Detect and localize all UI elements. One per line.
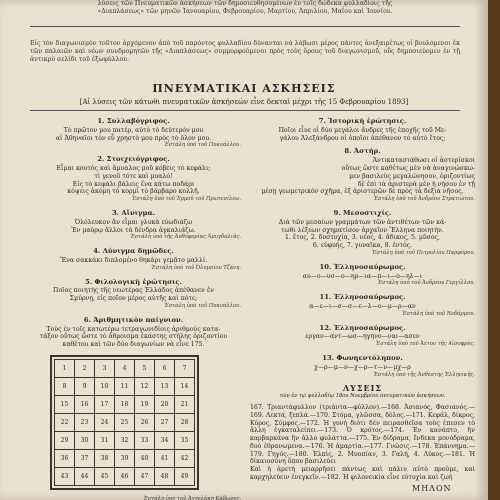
exercise-line: δὲ ἐπὶ τὰ ἀριστερὰ μὲν ἡ νήσου ἐν τῇ xyxy=(357,180,475,188)
solutions-subtitle: τῶν ἐν τῷ φυλλαδίῳ 18ου Νοεμβρίου πνευματικῶν ἀσκήσεων. xyxy=(279,393,446,400)
exercise-sender: Ἐστάλη ὑπὸ τοῦ Πυκνάλλου. xyxy=(164,302,241,309)
grid-cell: 12 xyxy=(135,377,155,395)
solutions-text: Καὶ ἡ ἀρετὴ μειαρρῆσει πάντως καὶ πάλιν αὐτὸ προύμε, καὶ καρχηλεύειν ἐνεγκεῖν.—182. Ἡ φιλονεικία εἶνε εὐτυχία καὶ ζωή xyxy=(250,466,475,482)
grid-cell: 30 xyxy=(75,431,95,449)
exercise-title: 9. Μεσοστιχίς. xyxy=(333,208,392,217)
grid-cell: 37 xyxy=(75,449,95,467)
exercise-sender: Ἐστάλη ὑπὸ τοῦ Ἐρμοῦ τοῦ Πρωτεσίλεω. xyxy=(131,196,241,203)
grid-cell: 42 xyxy=(175,449,195,467)
exercise-line: Ἀντικαταστάθωσι οἱ ἀστερίσκοι xyxy=(372,157,475,165)
exercise-line: Εἰς τὸ κεφάλι βάλεις ἕνα κάτω ποδάρι xyxy=(72,180,195,188)
grid-cell: 19 xyxy=(135,395,155,413)
exercise-6 xyxy=(26,317,241,349)
exercise-sender: Ἐστάλη ὑπὸ τοῦ Ἀγγελάκη Κάβωνος. xyxy=(143,495,241,500)
exercise-line: Τὸ πρῶτον μου πατέρ, αὐτὸ τὸ δεύτερόν μου xyxy=(63,126,204,134)
grid-cell: 38 xyxy=(95,449,115,467)
grid-cell: 11 xyxy=(115,377,135,395)
exercise-title: 6. Ἀριθμητικὸν παίγνιον. xyxy=(83,315,184,324)
exercise-title: 4. Λύνιγμα δημῶδες. xyxy=(93,247,174,256)
grid-cell: 24 xyxy=(95,413,115,431)
grid-row xyxy=(55,467,195,485)
exercise-3 xyxy=(26,210,241,242)
exercise-line: Ποῖος ποιητὴς τῆς νεωτέρας Ἑλλάδος ἀπέθανεν ἐν xyxy=(53,287,214,295)
grid-cell: 44 xyxy=(75,467,95,485)
exercise-line: αἱ Ἀθηναῖοι τὸν εὖ χρηστὸ μου πρὸς τὸ ὄλον μου. xyxy=(55,134,212,142)
grid-cell: 14 xyxy=(175,377,195,395)
exercise-sender: Ἐστάλη ὑπὸ τοῦ Ὀλυμπίου Τζάνη. xyxy=(151,264,241,271)
grid-cell: 43 xyxy=(55,467,75,485)
divider xyxy=(30,26,460,27)
exercise-line: γάλου Ἀλεξάνδρου οἱ ὁποῖοι ἀπέθανον τὸ αὐτὸ ἔτος; xyxy=(279,134,446,142)
grid-cell: 4 xyxy=(115,359,135,377)
exercise-title: 10. Ἑλληνοσαύρωμος. xyxy=(319,262,406,271)
exercise-line: μεν βασιλεὺς μεγαλώνησον, ὁριζοντίως xyxy=(349,172,475,180)
exercise-title: 3. Αἴνιγμα. xyxy=(111,208,156,217)
grid-cell: 8 xyxy=(55,377,75,395)
exercise-line: τωθι λέξεων σχηματίσον ἀρχαῖον Ἕλληνα ποιητήν. xyxy=(281,226,444,234)
right-column xyxy=(250,118,475,488)
grid-cell: 17 xyxy=(95,395,115,413)
grid-cell: 36 xyxy=(55,449,75,467)
exercise-line: τὶ γενοῦ τότε καὶ μυαλό! xyxy=(94,172,173,180)
divider xyxy=(30,110,460,111)
grid-cell: 49 xyxy=(175,467,195,485)
exercise-sender: Ἐστάλη ὑπὸ τοῦ Ἀνδρέου Γεργίλλου. xyxy=(377,280,475,287)
grid-cell: 1 xyxy=(55,359,75,377)
exercise-line: εργαν—αντ—ωσ—ηγηνο—ναι—ασεν xyxy=(305,333,420,341)
solutions-section xyxy=(250,385,475,482)
exercise-line: κόψεις ἀκόμη τὸ κορμὶ τὸ βάρβαρο κολλῆ. xyxy=(67,188,200,196)
exercise-sender: Ἐστάλη ὑπὸ τοῦ Νεδάρμου. xyxy=(402,310,475,317)
grid-cell: 41 xyxy=(155,449,175,467)
exercise-line: Ποῖοι εἶνε οἱ δύο μεγάλοι ἄνδρες τῆς ἐποχῆς τοῦ Με- xyxy=(278,126,447,134)
exercise-12 xyxy=(250,325,475,349)
exercise-title: 12. Ἑλληνοσαύρωμος. xyxy=(319,323,406,332)
top-line: «Διαπλάσεως» τῶν μηνῶν Ἰανουαρίου, Φεβρουαρίου, Μαρτίου, Ἀπριλίου, Μαΐου καὶ Ἰουνίου. xyxy=(97,8,393,15)
grid-cell: 3 xyxy=(95,359,115,377)
exercise-line: 1. ἔτος, 2. δυστυχία, 3. νέος, 4. ἄδικος, 5. μῦσος, xyxy=(285,234,440,242)
grid-cell: 46 xyxy=(115,467,135,485)
section-heading: ΠΝΕΥΜΑΤΙΚΑΙ ΑΣΚΗΣΕΙΣ xyxy=(152,82,336,95)
number-grid xyxy=(50,355,199,490)
exercise-line: Ἐν μαύρῳ ἄλλοι τὰ δένδρα ἀγκαλιάζω. xyxy=(71,226,196,234)
exercise-sender: Ἐστάλη ὑπὸ τοῦ Πυκνάλλου. xyxy=(164,142,241,149)
exercise-5 xyxy=(26,279,241,311)
grid-cell: 22 xyxy=(55,413,75,431)
grid-row xyxy=(55,431,195,449)
exercise-sender: Ἐστάλη ὑπὸ τῆς Ἀνθέστης Ἐλληνικῆς. xyxy=(373,371,475,378)
exercise-11 xyxy=(250,294,475,318)
exercise-title: 7. Ἱστορικὴ ἐρώτησις. xyxy=(318,117,407,125)
exercise-sender: Ἐστάλη ὑπὸ τοῦ Ἀέτου τῆς Αἰσοφρύς. xyxy=(375,341,475,348)
exercise-title: 5. Φιλολογικὴ ἐρώτησις. xyxy=(85,277,182,286)
grid-cell: 31 xyxy=(95,431,115,449)
grid-cell: 47 xyxy=(135,467,155,485)
exercise-line: Σμύρνῃ, εἰς ποῖον μέρος αὐτῆς καὶ πότε; xyxy=(69,295,198,303)
exercise-title: 11. Ἑλληνοσαύρωμος. xyxy=(319,293,406,302)
book-spine xyxy=(488,0,500,500)
grid-cell: 21 xyxy=(175,395,195,413)
exercise-4 xyxy=(26,248,241,272)
solutions-text: 167. Τριαντάφυλλον (τριάντα—φύλλον).—168. Ἀσιανός, Φασιανός.—169. Λεκτά, ξεπλά.—170. Στόμα, γλῶσσα, δόλος.—171. Κεφάλ, δίκρος, Κύρος, Σύμφος.—172. Ἡ γυνή διότι δὲν πειρασθεῖσα τοὺς ἐπεσεν τὸ ἄλλη ἐγκαταλείπει.—173. Ὁ κρότος.—174. Ἐν κανάπτο, ἢν καρβαρκάνα ἢν ἄλλο φυλάττα.—175. Ἐν δίδραμα, ἔνδεκα μονόδραμα, δυό ἐθρανωμενα.—176. Ἡ ἁμαρτία.—177. Γνῶσις.—178. Ἐπάννημα.—179. Γηγός.—180. Ἐλπὶς, 2. Μυοπίαν, 3. Γαλή, 4. Λύκος.—181. Ἡ δίκαιοσύνη ὅπου βασιλεύει xyxy=(250,403,475,466)
grid-cell: 16 xyxy=(75,395,95,413)
exercise-line: μέσῃ γεωμετρικὸν σχῆμα, ἐξ ἀριστερῶν δὲ πρὸς τὰ δεξιὰ νῆσος. xyxy=(261,188,464,196)
section-subheading: [Αἱ λύσεις τῶν κάτωθι πνευματικῶν ἀσκήσεών εἶνε δεκταὶ μέχρι τῆς 15 Φεβρουαρίου 1893] xyxy=(79,98,409,106)
exercise-title: 2. Στοιχειόγριφος. xyxy=(97,155,170,164)
grid-cell: 40 xyxy=(135,449,155,467)
grid-row xyxy=(55,449,195,467)
exercise-sender: Ἐστάλη ὑπὸ τῆς Ἀνθοφορίας Ἀμυγδαλιᾶς. xyxy=(130,234,241,241)
exercise-sender: Ἐστάλη ὑπὸ τοῦ Πετρολίου Παρφύρου. xyxy=(372,249,475,256)
exercise-line: 6. εὐφυής, 7. γυναῖκα, 8. ἐντὸς. xyxy=(312,242,413,250)
exercise-line: Εἶμαι κουτὸς καὶ ἄμυαλος μοῦ κόβεις τὸ κεφάλι; xyxy=(56,164,211,172)
exercise-9 xyxy=(250,210,475,258)
grid-cell: 28 xyxy=(175,413,195,431)
top-line: λύσεις τῶν Πνευματικῶν ἀσκήσεων τῶν δημοσιευθησομένων ἐν τοῖς δώδεκα φυλλαδίοις τῆς xyxy=(97,0,393,7)
exercise-13 xyxy=(250,355,475,379)
exercise-line: Ὁλόλευκον ἂν εἶμαι γλυκὰ εὐωδιάζω xyxy=(74,218,193,226)
grid-cell: 29 xyxy=(55,431,75,449)
grid-row xyxy=(55,377,195,395)
intro-paragraph: Εἰς τὸν διαγωνισμὸν τοῦτον ἀρχόμενον ἀπὸ τοῦ παρόντος φυλλαδίου δύνανται νὰ λάβωσι μέρος πάντες ἀνεξαιρέτως οἱ βουλόμενοι ἐκ τῶν παλαιῶν καὶ νέων συνδρομητῶν τῆς «Διαπλάσεως» συμμορφούμενοι πρὸς τοὺς ὅρους τοῦ διαγωνισμοῦ, οὓς δημοσιεύομεν ἐν τῇ ἀντικρὺ σελίδι τοῦ ἐξωφύλλου. xyxy=(30,40,460,63)
grid-cell: 39 xyxy=(115,449,135,467)
exercise-line: α—ε—ι—σ—σ—ε—λ—ο—μ—ρ—αν xyxy=(309,302,416,310)
exercise-1 xyxy=(26,118,241,150)
grid-cell: 18 xyxy=(115,395,135,413)
exercise-line: χ—ρ—μ—ν—χ—ρ—τ—ν—μχ—ρ xyxy=(314,363,411,371)
exercise-title: 13. Φωνηεντόληπον. xyxy=(322,353,403,362)
grid-cell: 34 xyxy=(155,431,175,449)
exercise-7 xyxy=(250,118,475,142)
grid-row xyxy=(55,395,195,413)
grid-cell: 5 xyxy=(135,359,155,377)
exercise-line: Διὰ τῶν μεσαίων γραμμάτων τῶν ἀντιθέτων τῶν κά- xyxy=(278,218,447,226)
grid-cell: 2 xyxy=(75,359,95,377)
grid-cell: 26 xyxy=(135,413,155,431)
exercise-line: αυ—ο—υσ—ο—ηρ—ια—π—ι—ο—ηλ—ι xyxy=(302,272,423,280)
top-paragraph xyxy=(30,0,460,16)
exercise-2 xyxy=(26,156,241,204)
exercise-line: καθέτου καὶ τῶν δύο διαγωνίων νὰ εἶνε 175. xyxy=(62,341,205,349)
exercise-title: 8. Ἀστήρ. xyxy=(344,147,381,156)
corner-label: ΜΗΛΟΝ xyxy=(412,484,452,493)
grid-cell: 45 xyxy=(95,467,115,485)
exercise-line: Ἕνα σακκάκι διπλομένο θηκάρι γεμᾶτο μαλλί. xyxy=(59,256,208,264)
grid-cell: 25 xyxy=(115,413,135,431)
grid-cell: 10 xyxy=(95,377,115,395)
grid-cell: 6 xyxy=(155,359,175,377)
exercise-line: τάξον οὕτως ὥστε τὸ ἄθροισμα ἑκάστης στήλης ὁριζοντίου xyxy=(39,333,228,341)
left-column xyxy=(26,118,241,500)
grid-cell: 33 xyxy=(135,431,155,449)
grid-cell: 15 xyxy=(55,395,75,413)
exercise-title: 1. Συλλαβόγριφος. xyxy=(97,117,170,125)
exercise-line: Τοὺς ἐν τοῖς κατωτέρω τετραγωνιδίοις ἀριθμοὺς κατα- xyxy=(46,325,221,333)
grid-cell: 27 xyxy=(155,413,175,431)
grid-cell: 9 xyxy=(75,377,95,395)
grid-cell: 32 xyxy=(115,431,135,449)
exercise-line: οὕτως ὥστε καθέτως μὲν νὰ ἀναγινώσκω- xyxy=(341,164,475,172)
grid-cell: 7 xyxy=(175,359,195,377)
exercise-8 xyxy=(250,148,475,204)
exercise-10 xyxy=(250,264,475,288)
grid-row xyxy=(55,413,195,431)
grid-row xyxy=(55,359,195,377)
grid-cell: 13 xyxy=(155,377,175,395)
grid-cell: 23 xyxy=(75,413,95,431)
number-grid-table xyxy=(54,359,195,486)
exercise-sender: Ἐστάλη ὑπὸ τοῦ Ἀνδρέου Στρατιώτου. xyxy=(373,196,475,203)
grid-cell: 48 xyxy=(155,467,175,485)
grid-cell: 20 xyxy=(155,395,175,413)
solutions-title: ΛΥΣΕΙΣ xyxy=(342,383,383,394)
grid-cell: 35 xyxy=(175,431,195,449)
